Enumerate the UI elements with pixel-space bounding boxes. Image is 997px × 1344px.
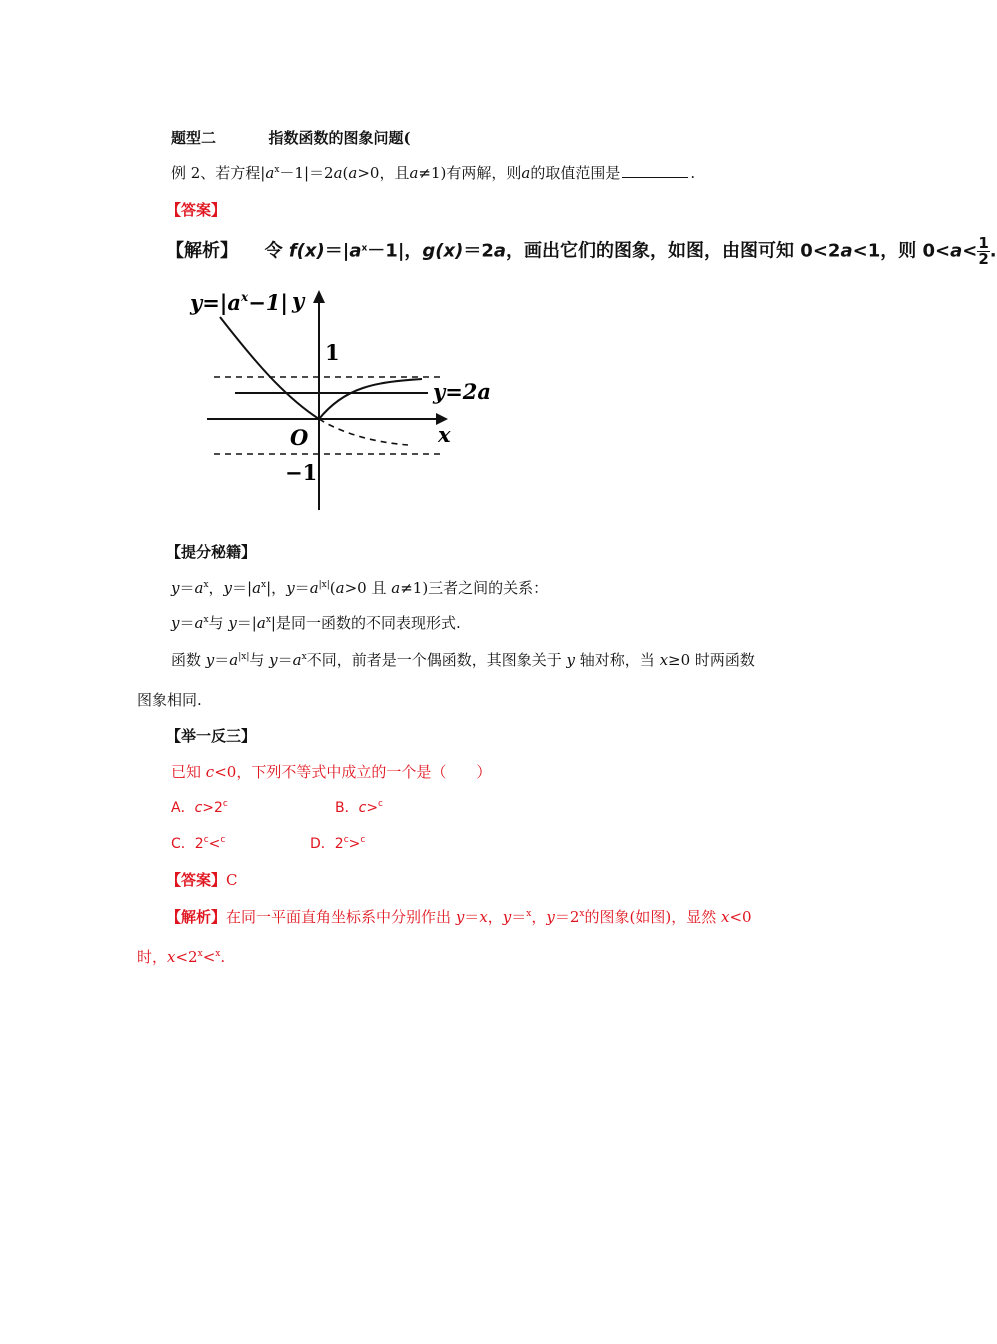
- practice-heading: 【举一反三】: [166, 727, 257, 745]
- line-label-2a: y=2a: [433, 379, 492, 404]
- section-title: 指数函数的图象问题(: [268, 129, 411, 147]
- answer-label: 【答案】: [166, 201, 227, 219]
- practice-question: 已知 c<0，下列不等式中成立的一个是（ ）: [171, 763, 492, 781]
- y-axis-label: y: [292, 288, 305, 313]
- analysis-line: 【解析】 令 $f(x)=|a^x-1|$，g(x)＝2a，画出它们的图象，如图，由图可知 0<2a<1，则 0<a< $\frac{1}{2}$ .: [166, 234, 997, 268]
- tick-label-1: 1: [325, 340, 340, 365]
- option-c: C．$2^c<^c$: [171, 835, 226, 852]
- curve-label: $y=|a^x-1|$: [190, 290, 289, 315]
- tips-p2: $y=a^x$与 $y=|a^x|$是同一函数的不同表现形式.: [171, 614, 461, 632]
- practice-analysis-cont: 时，$x<2^x<^x$.: [137, 948, 226, 966]
- option-a: A．$c>2^c$: [171, 799, 228, 816]
- section-heading: [171, 128, 411, 148]
- practice-analysis: 【解析】在同一平面直角坐标系中分别作出 y＝x，y＝$^x$，$y=2^x$的图象(如图)，显然 x<0: [166, 908, 752, 926]
- x-axis-label: x: [438, 422, 451, 447]
- tips-heading: 【提分秘籍】: [166, 543, 257, 561]
- example-2: 例 2、若方程$|a^x-1|=2a(a>0$，且a≠1)有两解，则a的取值范围是 .: [171, 164, 696, 182]
- tips-p3: 函数 $y=a^{|x|}$与 $y=a^x$不同，前者是一个偶函数，其图象关于 y 轴对称，当 x≥0 时两函数: [171, 651, 755, 669]
- practice-answer: 【答案】C: [166, 871, 238, 889]
- curve-left-branch: [220, 317, 319, 419]
- origin-label: O: [290, 425, 309, 450]
- function-graph: [180, 282, 492, 514]
- section-label: 题型二: [171, 129, 217, 147]
- answer-blank: [622, 165, 688, 178]
- curve-dashed-lower: [319, 419, 408, 445]
- tips-p4: 图象相同.: [137, 691, 202, 709]
- option-d: D．$2^c>^c$: [310, 835, 366, 852]
- one-half-fraction: $\frac{1}{2}$: [978, 234, 989, 268]
- curve-right-branch: [319, 379, 422, 419]
- tips-p1: $y=a^x$，$y=|a^x|$，$y=a^{|x|}(a>0$ 且 a≠1)三者之间的关系：: [171, 579, 549, 597]
- y-axis-arrow: [313, 290, 325, 303]
- tick-label-neg1: −1: [285, 460, 318, 485]
- option-b: B．c>$^c$: [335, 799, 383, 816]
